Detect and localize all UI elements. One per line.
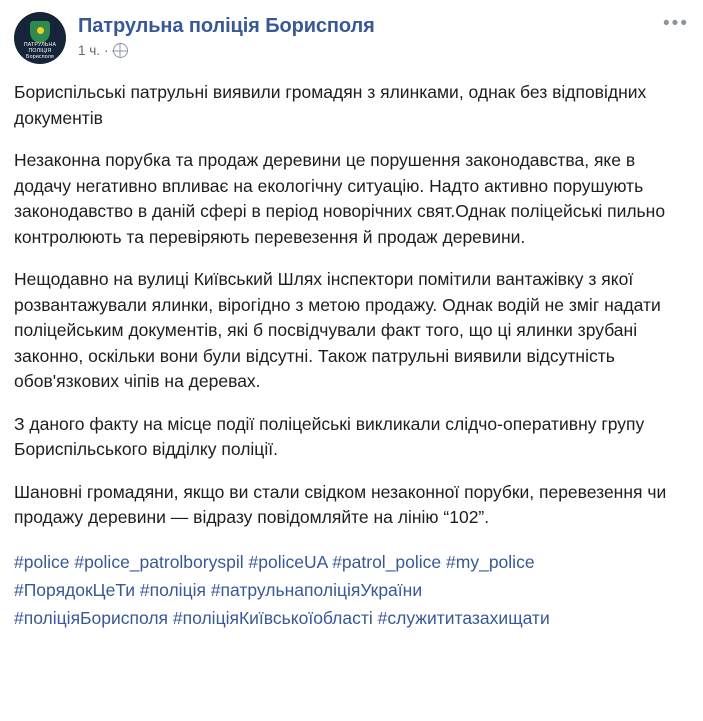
page-name-link[interactable]: Патрульна поліція Борисполя (78, 15, 375, 37)
hashtag-patrol-police[interactable]: #patrol_police (332, 551, 442, 572)
hashtag-patrulnapoliciyaukrainy[interactable]: #патрульнаполіціяУкраїни (210, 579, 423, 600)
hashtag-policiya[interactable]: #поліція (139, 579, 206, 600)
hashtag-sluzhytytazahyshchaty[interactable]: #служититазахищати (377, 607, 550, 628)
hashtag-policiyaborispolya[interactable]: #поліціяБорисполя (14, 607, 169, 628)
post-body (14, 74, 689, 632)
post-paragraph-3: Нещодавно на вулиці Київський Шлях інспектори помітили вантажівку з якої розвантажували ялинки, вірогідно з метою продажу. Однак водій не зміг надати поліцейським документів, які б посвідчували факт того, що ці ялинки зрубані законно, оскільки вони були відсутні. Також патрульні виявили відсутність обов'язкових чіпів на деревах. (14, 269, 661, 391)
post-paragraph-4: З даного факту на місце події поліцейські викликали слідчо-оперативну групу Бориспільського відділку поліції. (14, 413, 645, 459)
hashtag-line-2 (14, 576, 689, 604)
hashtag-my-police[interactable]: #my_police (446, 551, 535, 572)
post-paragraph-5: Шановні громадяни, якщо ви стали свідком незаконної порубки, перевезення чи продажу деревини — відразу повідомляйте на лінію “102”. (14, 481, 667, 527)
globe-icon[interactable] (113, 43, 128, 58)
header-text (78, 12, 375, 58)
avatar-caption (14, 42, 66, 60)
avatar-caption-line-2: ПОЛІЦІЯ (28, 48, 52, 54)
post-paragraph-1: Бориспільські патрульні виявили громадян з ялинками, однак без відповідних документів (14, 82, 647, 128)
avatar-caption-line-3: Борисполя (26, 54, 54, 60)
hashtag-police[interactable]: #police (14, 551, 70, 572)
hashtag-policiyakyivskoiioblasti[interactable]: #поліціяКиївськоїобласті (172, 607, 373, 628)
post-paragraph-2: Незаконна порубка та продаж деревини це порушення законодавства, яке в додачу негативно впливає на екологічну ситуацію. Надто активно порушують законодавство в даній сфері в період новорічних свят.Однак поліцейські пильно контролюють та перевіряють перевезення й продаж деревини. (14, 150, 666, 247)
post-timestamp[interactable]: 1 ч. (78, 43, 101, 58)
hashtag-line-1 (14, 548, 689, 576)
avatar[interactable] (14, 12, 66, 64)
more-options-button[interactable]: ••• (663, 13, 689, 34)
hashtag-poryadokceti[interactable]: #ПорядокЦеТи (14, 579, 136, 600)
meta-separator: · (104, 43, 109, 58)
hashtag-block (14, 548, 689, 632)
post-header (14, 10, 689, 74)
hashtag-line-3 (14, 604, 689, 632)
avatar-caption-line-1: ПАТРУЛЬНА (23, 42, 57, 48)
police-shield-icon (30, 21, 50, 43)
hashtag-policeua[interactable]: #policeUA (248, 551, 328, 572)
post-meta (78, 43, 375, 58)
hashtag-police-patrolboryspil[interactable]: #police_patrolboryspil (74, 551, 244, 572)
